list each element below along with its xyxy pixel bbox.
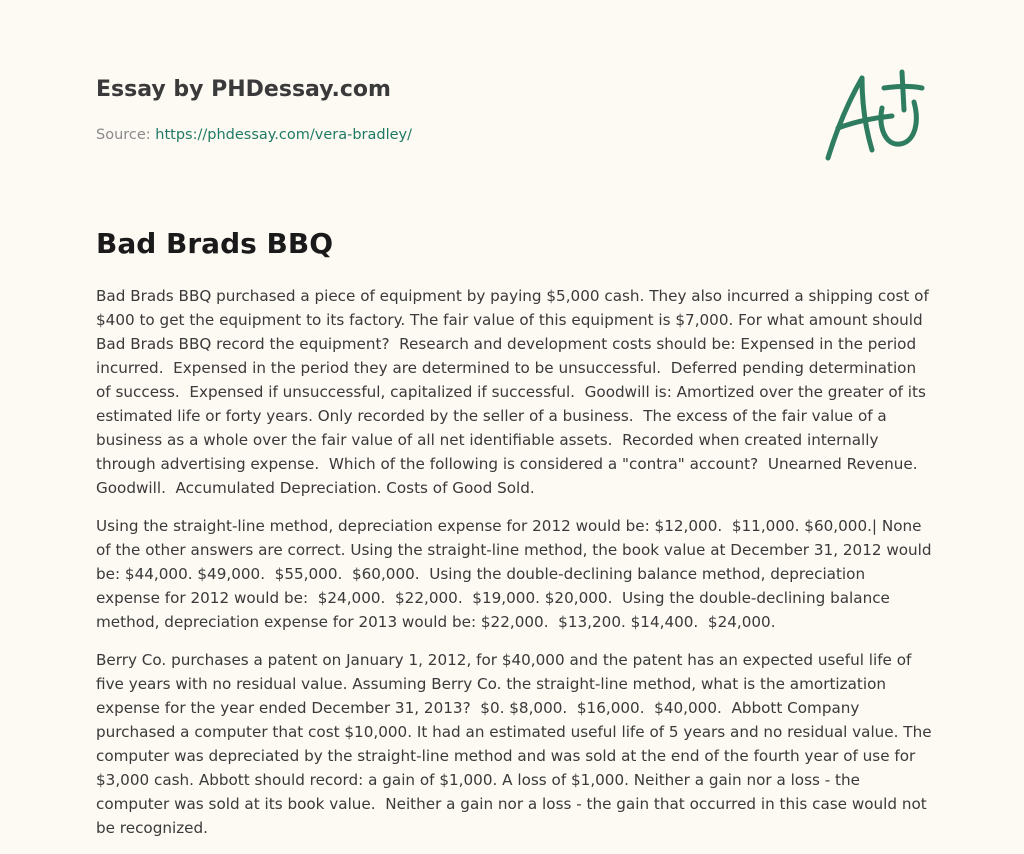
essay-title: Bad Brads BBQ [96, 227, 334, 260]
essay-body [96, 284, 937, 854]
essay-paragraph: Berry Co. purchases a patent on January 1, 2012, for $40,000 and the patent has an expected useful life of five years with no residual value. Assuming Berry Co. the straight-line method, what is the amortization expense for the year ended December 31, 2013? $0. $8,000. $16,000. $40,000. Abbott Company purchased a computer that cost $10,000. It had an estimated useful life of 5 years and no residual value. The computer was depreciated by the straight-line method and was sold at the end of the fourth year of use for $3,000 cash. Abbott should record: a gain of $1,000. A loss of $1,000. Neither a gain nor a loss - the computer was sold at its book value. Neither a gain nor a loss - the gain that occurred in this case would not be recognized. [96, 651, 937, 837]
a-plus-logo-icon [822, 66, 926, 166]
source-link[interactable]: https://phdessay.com/vera-bradley/ [155, 127, 413, 143]
essay-paragraph: Using the straight-line method, depreciation expense for 2012 would be: $12,000. $11,000. $60,000.| None of the other answers are correct. Using the straight-line method, the book value at December 31, 2012 would be: $44,000. $49,000. $55,000. $60,000. Using the double-declining balance method, depreciation expense for 2012 would be: $24,000. $22,000. $19,000. $20,000. Using the double-declining balance method, depreciation expense for 2013 would be: $22,000. $13,200. $14,400. $24,000. [96, 517, 937, 631]
source-label: Source: [96, 127, 151, 143]
essay-paragraph: Bad Brads BBQ purchased a piece of equipment by paying $5,000 cash. They also incurred a shipping cost of $400 to get the equipment to its factory. The fair value of this equipment is $7,000. For what amount should Bad Brads BBQ record the equipment? Research and development costs should be: Expensed in the period incurred. Expensed in the period they are determined to be unsuccessful. Deferred pending determination of success. Expensed if unsuccessful, capitalized if successful. Goodwill is: Amortized over the greater of its estimated life or forty years. Only recorded by the seller of a business. The excess of the fair value of a business as a whole over the fair value of all net identifiable assets. Recorded when created internally through advertising expense. Which of the following is considered a "contra" account? Unearned Revenue. Goodwill. Accumulated Depreciation. Costs of Good Sold. [96, 287, 934, 497]
essay-header [96, 74, 696, 146]
brand-title: Essay by PHDessay.com [96, 77, 391, 102]
source-line [96, 124, 696, 146]
